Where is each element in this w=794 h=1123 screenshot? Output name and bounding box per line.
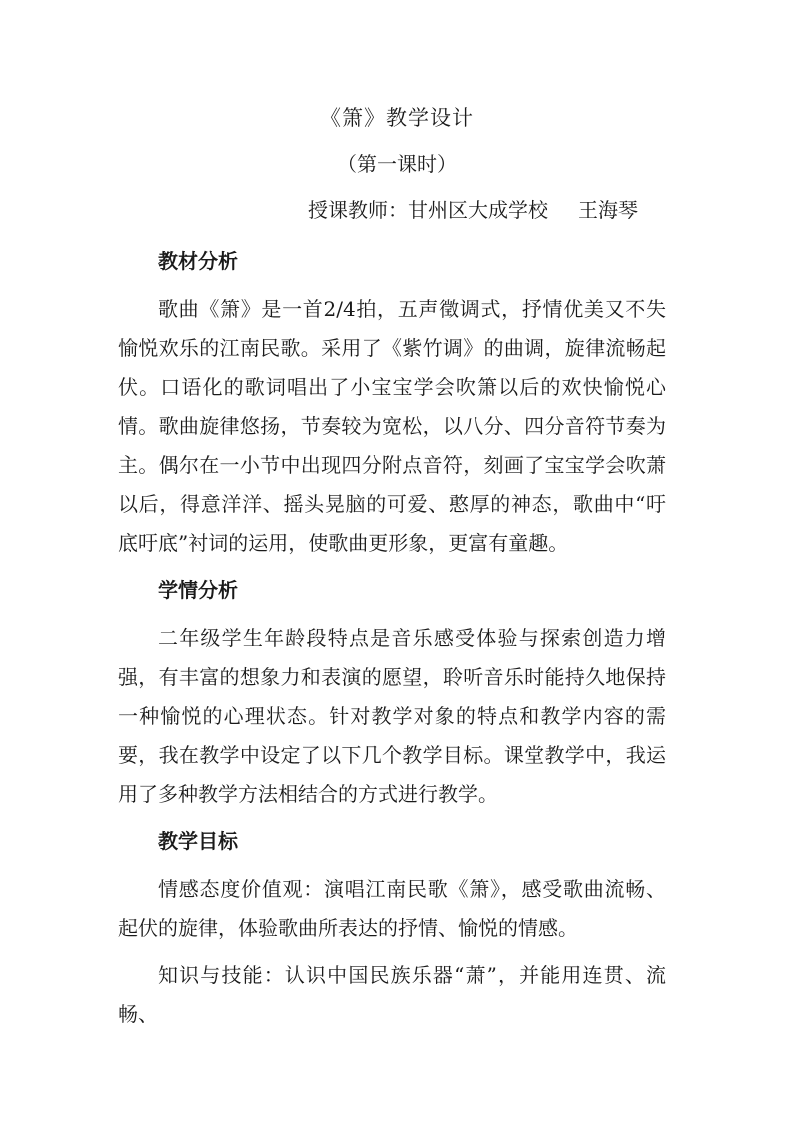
teacher-name: 王海琴 bbox=[578, 198, 638, 222]
section-heading-material: 教材分析 bbox=[158, 249, 238, 273]
teacher-info bbox=[308, 196, 638, 224]
section-heading-students: 学情分析 bbox=[158, 578, 238, 602]
material-analysis-text: 歌曲《箫》是一首2/4拍，五声徵调式，抒情优美又不失愉悦欢乐的江南民歌。采用了《紫竹调》的曲调，旋律流畅起伏。口语化的歌词唱出了小宝宝学会吹箫以后的欢快愉悦心情。歌曲旋律悠扬，节奏较为宽松，以八分、四分音符节奏为主。偶尔在一小节中出现四分附点音符，刻画了宝宝学会吹萧以后，得意洋洋、摇头晃脑的可爱、憨厚的神态，歌曲中“吁底吁底”衬词的运用，使歌曲更形象，更富有童趣。 bbox=[118, 297, 666, 555]
lesson-period: （第一课时） bbox=[337, 152, 457, 176]
document-body bbox=[118, 238, 666, 1042]
student-analysis-text: 二年级学生年龄段特点是音乐感受体验与探索创造力增强，有丰富的想象力和表演的愿望，聆听音乐时能持久地保持一种愉悦的心理状态。针对教学对象的特点和教学内容的需要，我在教学中设定了以下几个教学目标。课堂教学中，我运用了多种教学方法相结合的方式进行教学。 bbox=[118, 626, 666, 806]
goal-emotion-text: 情感态度价值观：演唱江南民歌《箫》，感受歌曲流畅、起伏的旋律，体验歌曲所表达的抒情、愉悦的情感。 bbox=[118, 877, 666, 940]
document-title: 《箫》教学设计 bbox=[320, 106, 474, 130]
section-heading-goals: 教学目标 bbox=[158, 829, 238, 853]
goal-knowledge-text: 知识与技能：认识中国民族乐器“萧”，并能用连贯、流畅、 bbox=[118, 963, 666, 1026]
teacher-school: 授课教师：甘州区大成学校 bbox=[308, 198, 548, 222]
